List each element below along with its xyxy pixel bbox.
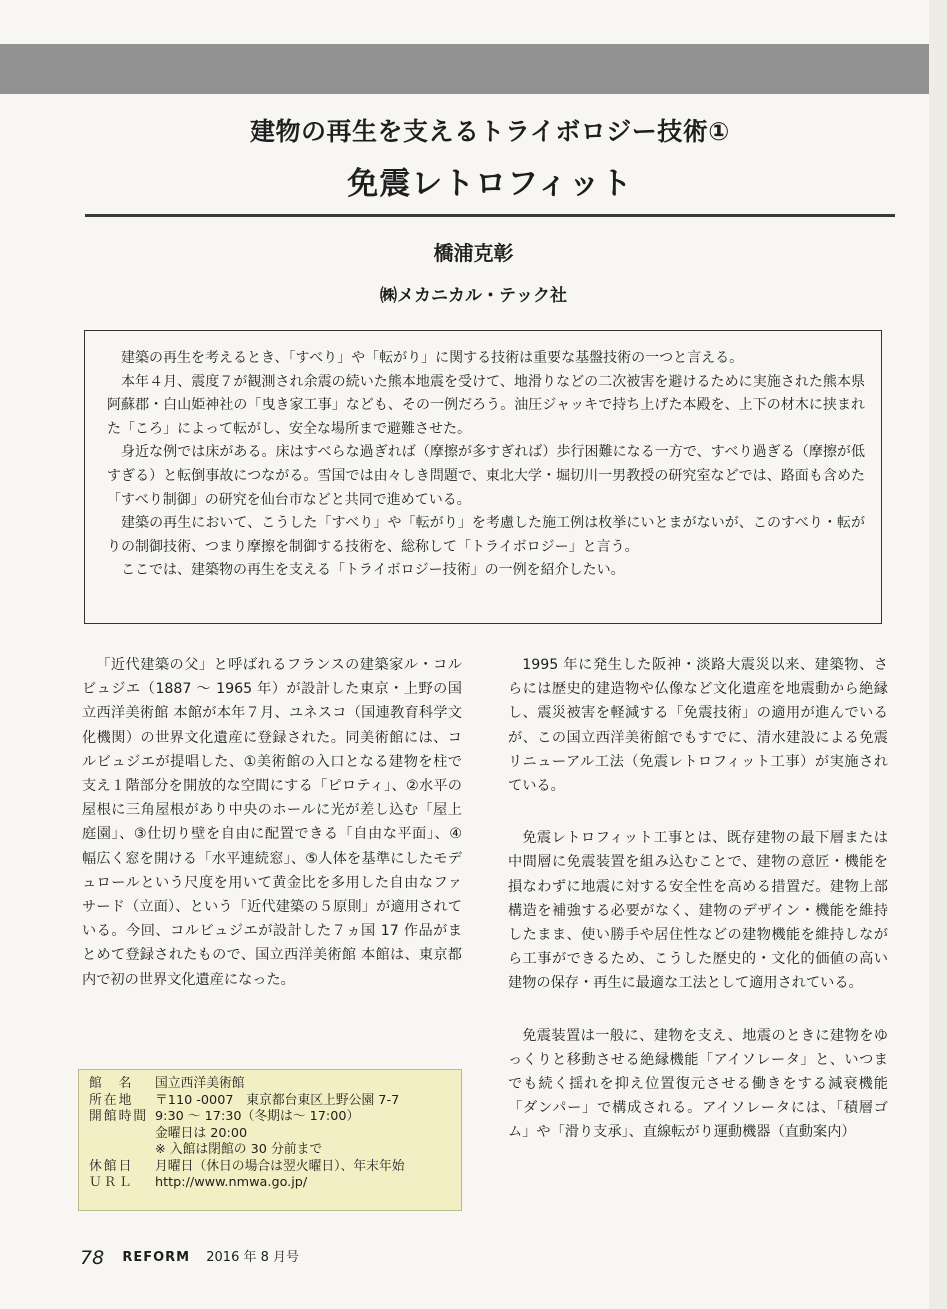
info-label: ＵＲＬ (89, 1175, 134, 1190)
body-paragraph: 1995 年に発生した阪神・淡路大震災以来、建築物、さらには歴史的建造物や仏像など文化遺産を地震動から絶縁し、震災被害を軽減する「免震技術」の適用が進んでいるが、この国立西洋美術館でもすでに、清水建設による免震リニューアル工法（免震レトロフィット工事）が実施されている。 (508, 657, 888, 795)
museum-info-box (78, 1069, 462, 1211)
abstract-paragraph: 建築の再生を考えるとき、「すべり」や「転がり」に関する技術は重要な基盤技術の一つと言える。 (121, 350, 744, 366)
body-paragraph: 免震レトロフィット工事とは、既存建物の最下層または中間層に免震装置を組み込むことで、建物の意匠・機能を損なわずに地震に対する安全性を高める措置だ。建物上部構造を補強する必要がなく、建物のデザイン・機能を維持したまま、使い勝手や居住性などの建物機能を維持しながら工事ができるため、こうした歴史的・文化的価値の高い建物の保存・再生に最適な工法として適用されている。 (508, 830, 888, 992)
info-label: 休館日 (89, 1158, 134, 1174)
author-name: 橋浦克彰 (433, 241, 514, 265)
info-row (89, 1076, 451, 1093)
article-title: 免震レトロフィット (347, 166, 633, 202)
info-label (89, 1142, 155, 1159)
issue-label: 2016 年 8 月号 (206, 1250, 300, 1265)
info-row (89, 1142, 451, 1159)
info-value: ※ 入館は閉館の 30 分前まで (155, 1142, 323, 1157)
author-company: ㈱メカニカル・テック社 (380, 286, 567, 306)
page-edge (929, 0, 947, 1309)
body-paragraph: 「近代建築の父」と呼ばれるフランスの建築家ル・コルビュジエ（1887 ～ 1965 年）が設計した東京・上野の国立西洋美術館 本館が本年７月、ユネスコ（国連教育科学文化機関）の世界文化遺産に登録された。同美術館には、コルビュジエが提唱した、①美術館の入口となる建物を柱で支え１階部分を開放的な空間にする「ピロティ」、②水平の屋根に三角屋根があり中央のホールに光が差し込む「屋上庭園」、③仕切り壁を自由に配置できる「自由な平面」、④幅広く窓を開ける「水平連続窓」、⑤人体を基準にしたモデュロールという尺度を用いて黄金比を多用した自由なファサード（立面）、という「近代建築の５原則」が適用されている。今回、コルビュジエが設計した７ヵ国 17 作品がまとめて登録されたもので、国立西洋美術館 本館は、東京都内で初の世界文化遺産になった。 (82, 657, 462, 988)
abstract-paragraph: 身近な例では床がある。床はすべらな過ぎれば（摩擦が多すぎれば）歩行困難になる一方で、すべり過ぎる（摩擦が低すぎる）と転倒事故につながる。雪国では由々しき問題で、東北大学・堀切川一男教授の研究室などでは、路面も含めた「すべり制御」の研究を仙台市などと共同で進めている。 (107, 444, 865, 508)
magazine-name: REFORM (122, 1250, 191, 1265)
info-label: 開館時間 (89, 1109, 149, 1124)
info-label: 所在地 (89, 1092, 134, 1108)
header-band (0, 44, 947, 94)
page-number: 78 (80, 1246, 105, 1269)
info-row (89, 1126, 451, 1143)
title-rule (85, 214, 895, 217)
museum-url-link[interactable]: http://www.nmwa.go.jp/ (155, 1175, 308, 1190)
info-row (89, 1159, 451, 1176)
page-footer (80, 1246, 299, 1269)
info-label (89, 1126, 155, 1143)
body-column-left (82, 653, 462, 992)
info-row (89, 1175, 451, 1192)
body-column-right (508, 653, 888, 1145)
info-value: 国立西洋美術館 (155, 1076, 245, 1091)
abstract-paragraph: 本年４月、震度７が観測され余震の続いた熊本地震を受けて、地滑りなどの二次被害を避けるために実施された熊本県阿蘇郡・白山姫神社の「曳き家工事」なども、その一例だろう。油圧ジャッキで持ち上げた本殿を、上下の材木に挟まれた「ころ」によって転がし、安全な場所まで避難させた。 (107, 373, 865, 437)
info-value: 金曜日は 20:00 (155, 1125, 248, 1141)
info-value: 〒110 -0007 東京都台東区上野公園 7-7 (155, 1092, 400, 1108)
info-value: 9:30 ～ 17:30（冬期は～ 17:00） (155, 1109, 360, 1124)
series-title: 建物の再生を支えるトライボロジー技術① (250, 117, 730, 146)
title-block (85, 108, 895, 203)
info-row (89, 1109, 451, 1126)
abstract-box (84, 330, 882, 624)
info-row (89, 1093, 451, 1110)
abstract-paragraph: 建築の再生において、こうした「すべり」や「転がり」を考慮した施工例は枚挙にいとまがないが、このすべり・転がりの制御技術、つまり摩擦を制御する技術を、総称して「トライボロジー」と言う。 (107, 515, 865, 555)
info-label: 館 名 (89, 1076, 134, 1091)
info-value: 月曜日（休日の場合は翌火曜日）、年末年始 (155, 1158, 405, 1174)
abstract-paragraph: ここでは、建築物の再生を支える「トライボロジー技術」の一例を紹介したい。 (121, 562, 625, 579)
body-paragraph: 免震装置は一般に、建物を支え、地震のときに建物をゆっくりと移動させる絶縁機能「アイソレータ」と、いつまでも続く揺れを抑え位置復元させる働きをする減衰機能「ダンパー」で構成される。アイソレータには、「積層ゴム」や「滑り支承」、直線転がり運動機器（直動案内） (508, 1027, 888, 1141)
